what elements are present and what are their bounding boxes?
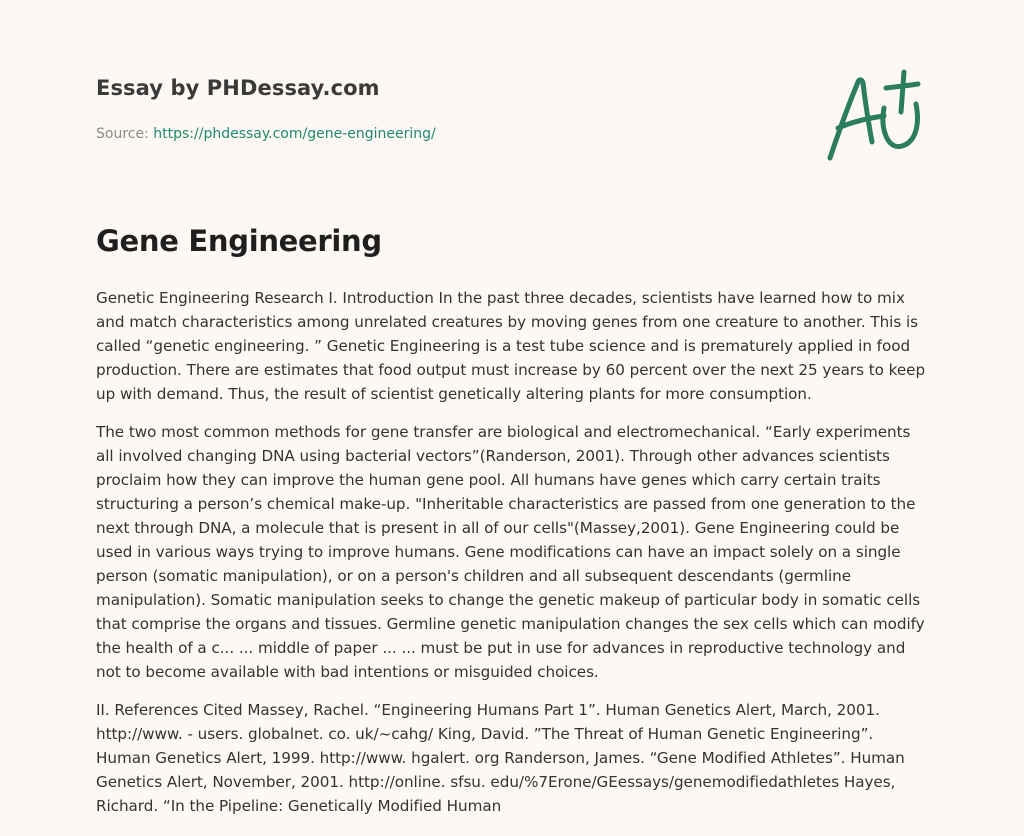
article-body xyxy=(96,286,932,832)
a-plus-logo-icon xyxy=(822,68,926,164)
article-paragraph: The two most common methods for gene transfer are biological and electromechanical. “Early experiments all involved changing DNA using bacterial vectors”(Randerson, 2001). Through other advances scientists proclaim how they can improve the human gene pool. All humans have genes which carry certain traits structuring a person’s chemical make-up. "Inheritable characteristics are passed from one generation to the next through DNA, a molecule that is present in all of our cells"(Massey,2001). Gene Engineering could be used in various ways trying to improve humans. Gene modifications can have an impact solely on a single person (somatic manipulation), or on a person's children and all subsequent descendants (germline manipulation). Somatic manipulation seeks to change the genetic makeup of particular body in somatic cells that comprise the organs and tissues. Germline genetic manipulation changes the sex cells which can modify the health of a c... ... middle of paper ... ... must be put in use for advances in reproductive technology and not to become available with bad intentions or misguided choices. xyxy=(96,423,925,681)
article-title: Gene Engineering xyxy=(96,224,382,258)
source-line xyxy=(96,126,436,142)
site-title: Essay by PHDessay.com xyxy=(96,76,380,100)
source-label: Source: xyxy=(96,126,154,142)
site-header xyxy=(96,76,436,142)
source-link[interactable]: https://phdessay.com/gene-engineering/ xyxy=(153,126,436,142)
article-paragraph: II. References Cited Massey, Rachel. “Engineering Humans Part 1”. Human Genetics Alert, March, 2001. http://www. - users. globalnet. co. uk/~cahg/ King, David. ”The Threat of Human Genetic Engineering”. Human Genetics Alert, 1999. http://www. hgalert. org Randerson, James. “Gene Modified Athletes”. Human Genetics Alert, November, 2001. http://online. sfsu. edu/%7Erone/GEessays/genemodifiedathletes Hayes, Richard. “In the Pipeline: Genetically Modified Human xyxy=(96,701,905,815)
article-paragraph: Genetic Engineering Research I. Introduction In the past three decades, scientists have learned how to mix and match characteristics among unrelated creatures by moving genes from one creature to another. This is called “genetic engineering. ” Genetic Engineering is a test tube science and is prematurely applied in food production. There are estimates that food output must increase by 60 percent over the next 25 years to keep up with demand. Thus, the result of scientist genetically altering plants for more consumption. xyxy=(96,289,926,403)
